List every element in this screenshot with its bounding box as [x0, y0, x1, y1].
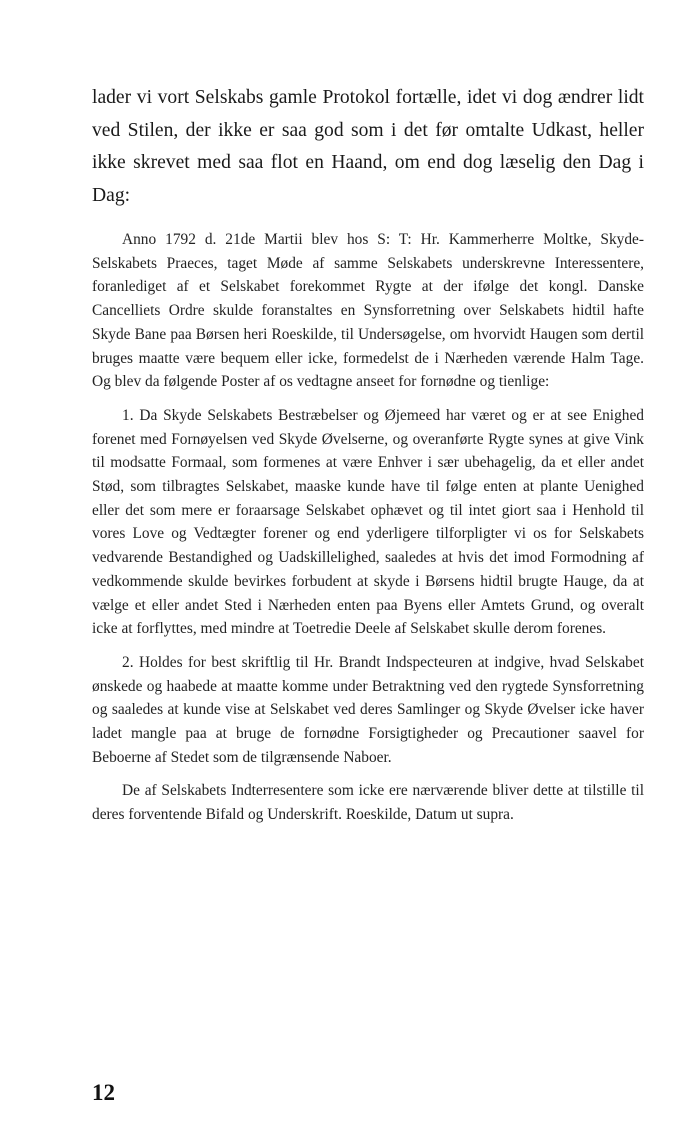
protocol-paragraph-point-1: 1. Da Skyde Selskabets Bestræbelser og Øjemeed har været og er at see Enighed forenet med Fornøyelsen ved Skyde Øvelserne, og overanførte Rygte synes at give Vink til modsatte Formaal, som formenes at være Enhver i sær ubehagelig, da et eller andet Stød, som tilbragtes Selskabet, maaske kunde have til følge enten at plante Uenighed eller det som mere er foraarsage Selskabet ophævet og til intet giort saa i Henhold til vores Love og Vedtægter forener og end yderligere tilforpligter vi os for Selskabets vedvarende Bestandighed og Uadskillelighed, saaledes at hvis det imod Formodning af vedkommende skulde bevirkes forbudent at skyde i Børsens hidtil brugte Hauge, da at vælge et eller andet Sted i Nærheden enten paa Byens eller Amtets Grund, og overalt icke at forflyttes, med mindre at Toetredie Deele af Selskabet skulle derom forenes. [92, 406, 644, 638]
protocol-excerpt [92, 228, 644, 827]
intro-paragraph: lader vi vort Selskabs gamle Protokol fortælle, idet vi dog ændrer lidt ved Stilen, der ikke er saa god som i det før omtalte Udkast, heller ikke skrevet med saa flot en Haand, om end dog læselig den Dag i Dag: [92, 87, 644, 206]
protocol-paragraph-closing: De af Selskabets Indterresentere som icke ere nærværende bliver dette at tilstille til deres forventende Bifald og Underskrift. Roeskilde, Datum ut supra. [92, 782, 644, 824]
protocol-paragraph-point-2: 2. Holdes for best skriftlig til Hr. Brandt Indspecteuren at indgive, hvad Selskabet ønskede og haabede at maatte komme under Betraktning ved den rygtede Synsforretning og saaledes at kunde vise at Selskabet ved deres Samlinger og Skyde Øvelser icke haver ladet mangle paa at bruge de fornødne Forsigtigheder og Precautioner saavel for Beboerne af Stedet som de tilgrænsende Naboer. [92, 653, 644, 766]
protocol-paragraph-meeting: Anno 1792 d. 21de Martii blev hos S: T: Hr. Kammerherre Moltke, Skyde-Selskabets Praeces, taget Møde af samme Selskabets underskrevne Interessentere, foranlediget af et Selskabet forekommet Rygte at der ifølge det kongl. Danske Cancelliets Ordre skulde foranstaltes en Synsforretning over Selskabets hidtil hafte Skyde Bane paa Børsen heri Roeskilde, til Undersøgelse, om hvorvidt Haugen som dertil bruges maatte være bequem eller icke, formedelst de i Nærheden værende Halm Tage. Og blev da følgende Poster af os vedtagne anseet for fornødne og tienlige: [92, 231, 644, 391]
page-number: 12 [92, 1080, 115, 1105]
